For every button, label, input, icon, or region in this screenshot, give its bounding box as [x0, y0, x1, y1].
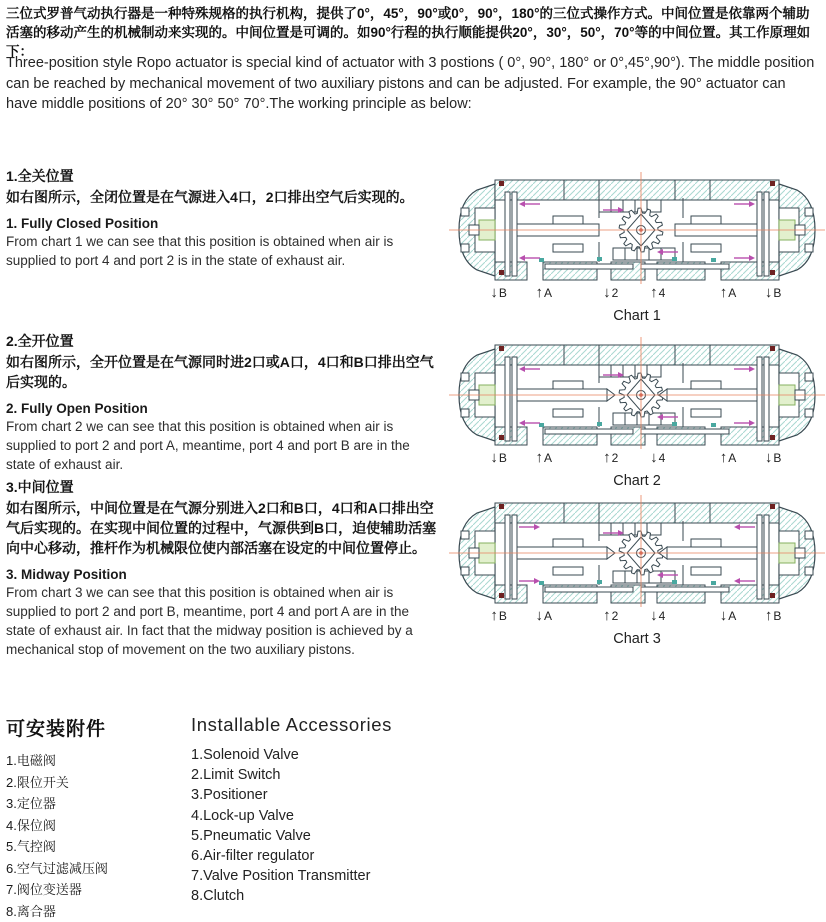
port-arrow-b-down: ↓ B [490, 450, 507, 465]
accessory-item-zh-2: 2.限位开关 [6, 772, 181, 794]
port-arrow-b-down: ↓ B [765, 285, 782, 300]
accessories-list-en [191, 745, 451, 907]
chart-3-figure [449, 495, 825, 647]
actuator-diagram-3 [449, 495, 825, 607]
section-2-title-zh: 2.全开位置 [6, 331, 440, 351]
chart-2-figure [449, 337, 825, 489]
accessory-item-en-3: 3.Positioner [191, 785, 451, 805]
port-arrow-a-down: ↓ A [535, 608, 552, 623]
section-1-title-en: 1. Fully Closed Position [6, 216, 440, 231]
accessories-title-zh: 可安装附件 [6, 714, 181, 741]
accessory-item-zh-8: 8.离合器 [6, 901, 181, 922]
port-arrow-b-up: ↑ B [765, 608, 782, 623]
chart-3-caption: Chart 3 [449, 631, 825, 647]
section-3-text [6, 477, 440, 659]
port-arrow-4-down: ↓ 4 [650, 450, 665, 465]
intro-paragraph-en: Three-position style Ropo actuator is special kind of actuator with 3 postions ( 0°, 90°, 180° or 0°,45°,90°). The middle position can be reached by mechanical movement of two auxiliary pistons and can be adjusted. For example, the 90° actuator can have middle positions of 20° 30° 50° 70°.The working principle as below: [6, 53, 818, 115]
accessory-item-zh-7: 7.阀位变送器 [6, 879, 181, 901]
chart-1-port-labels [449, 285, 825, 306]
section-1-body-zh: 如右图所示，全闭位置是在气源进入4口，2口排出空气后实现的。 [6, 187, 440, 207]
port-arrow-2-up: ↑ 2 [603, 608, 618, 623]
accessory-item-en-1: 1.Solenoid Valve [191, 745, 451, 765]
section-2-text [6, 331, 440, 474]
accessories-list-zh [6, 750, 181, 922]
section-3-title-zh: 3.中间位置 [6, 477, 440, 497]
chart-2-port-labels [449, 450, 825, 471]
section-2-body-zh: 如右图所示，全开位置是在气源同时进2口或A口，4口和B口排出空气后实现的。 [6, 352, 440, 392]
accessory-item-zh-5: 5.气控阀 [6, 836, 181, 858]
accessory-item-en-5: 5.Pneumatic Valve [191, 826, 451, 846]
port-arrow-4-up: ↑ 4 [650, 285, 665, 300]
port-arrow-a-down: ↓ A [720, 608, 737, 623]
accessories-title-en: Installable Accessories [191, 714, 451, 736]
intro-paragraph-zh: 三位式罗普气动执行器是一种特殊规格的执行机构，提供了0°，45°，90°或0°，90°，180°的三位式操作方式。中间位置是依靠两个辅助活塞的移动产生的机械制动来实现的。中间位置是可调的。如90°行程的执行顺能提供20°，30°，50°，70°等的中间位置。其工作原理如下： [6, 4, 822, 61]
port-arrow-2-down: ↓ 2 [603, 285, 618, 300]
port-arrow-a-up: ↑ A [535, 450, 552, 465]
port-arrow-4-down: ↓ 4 [650, 608, 665, 623]
port-arrow-b-down: ↓ B [490, 285, 507, 300]
accessories-column-en [191, 714, 451, 907]
section-1-text [6, 166, 440, 270]
section-1-body-en: From chart 1 we can see that this position is obtained when air is supplied to port 4 and port 2 is in the state of exhaust air. [6, 232, 440, 270]
section-3-title-en: 3. Midway Position [6, 567, 440, 582]
port-arrow-2-up: ↑ 2 [603, 450, 618, 465]
accessory-item-zh-1: 1.电磁阀 [6, 750, 181, 772]
section-3-body-en: From chart 3 we can see that this position is obtained when air is supplied to port 2 and port B, meantime, port 4 and port A are in the state of exhaust air. In fact that the midway position is achieved by a mechanical stop of movement on the two auxiliary pistons. [6, 583, 440, 659]
accessory-item-en-2: 2.Limit Switch [191, 765, 451, 785]
accessory-item-en-4: 4.Lock-up Valve [191, 806, 451, 826]
accessory-item-en-7: 7.Valve Position Transmitter [191, 866, 451, 886]
accessory-item-zh-4: 4.保位阀 [6, 815, 181, 837]
port-arrow-a-up: ↑ A [535, 285, 552, 300]
section-2-body-en: From chart 2 we can see that this position is obtained when air is supplied to port 2 and port A, meantime, port 4 and port B are in the state of exhaust air. [6, 417, 440, 474]
accessory-item-en-8: 8.Clutch [191, 886, 451, 906]
actuator-diagram-2 [449, 337, 825, 449]
accessory-item-en-6: 6.Air-filter regulator [191, 846, 451, 866]
accessory-item-zh-3: 3.定位器 [6, 793, 181, 815]
port-arrow-b-up: ↑ B [490, 608, 507, 623]
port-arrow-a-up: ↑ A [720, 450, 737, 465]
actuator-diagram-1 [449, 172, 825, 284]
chart-2-caption: Chart 2 [449, 473, 825, 489]
accessories-column-zh [6, 714, 181, 922]
chart-1-caption: Chart 1 [449, 308, 825, 324]
chart-3-port-labels [449, 608, 825, 629]
section-3-body-zh: 如右图所示，中间位置是在气源分别进入2口和B口，4口和A口排出空气后实现的。在实现中间位置的过程中，气源供到B口，迫使辅助活塞向中心移动，推杆作为机械限位使内部活塞在设定的中间位置停止。 [6, 498, 440, 558]
accessory-item-zh-6: 6.空气过滤减压阀 [6, 858, 181, 880]
port-arrow-a-up: ↑ A [720, 285, 737, 300]
chart-1-figure [449, 172, 825, 324]
section-1-title-zh: 1.全关位置 [6, 166, 440, 186]
section-2-title-en: 2. Fully Open Position [6, 401, 440, 416]
port-arrow-b-down: ↓ B [765, 450, 782, 465]
